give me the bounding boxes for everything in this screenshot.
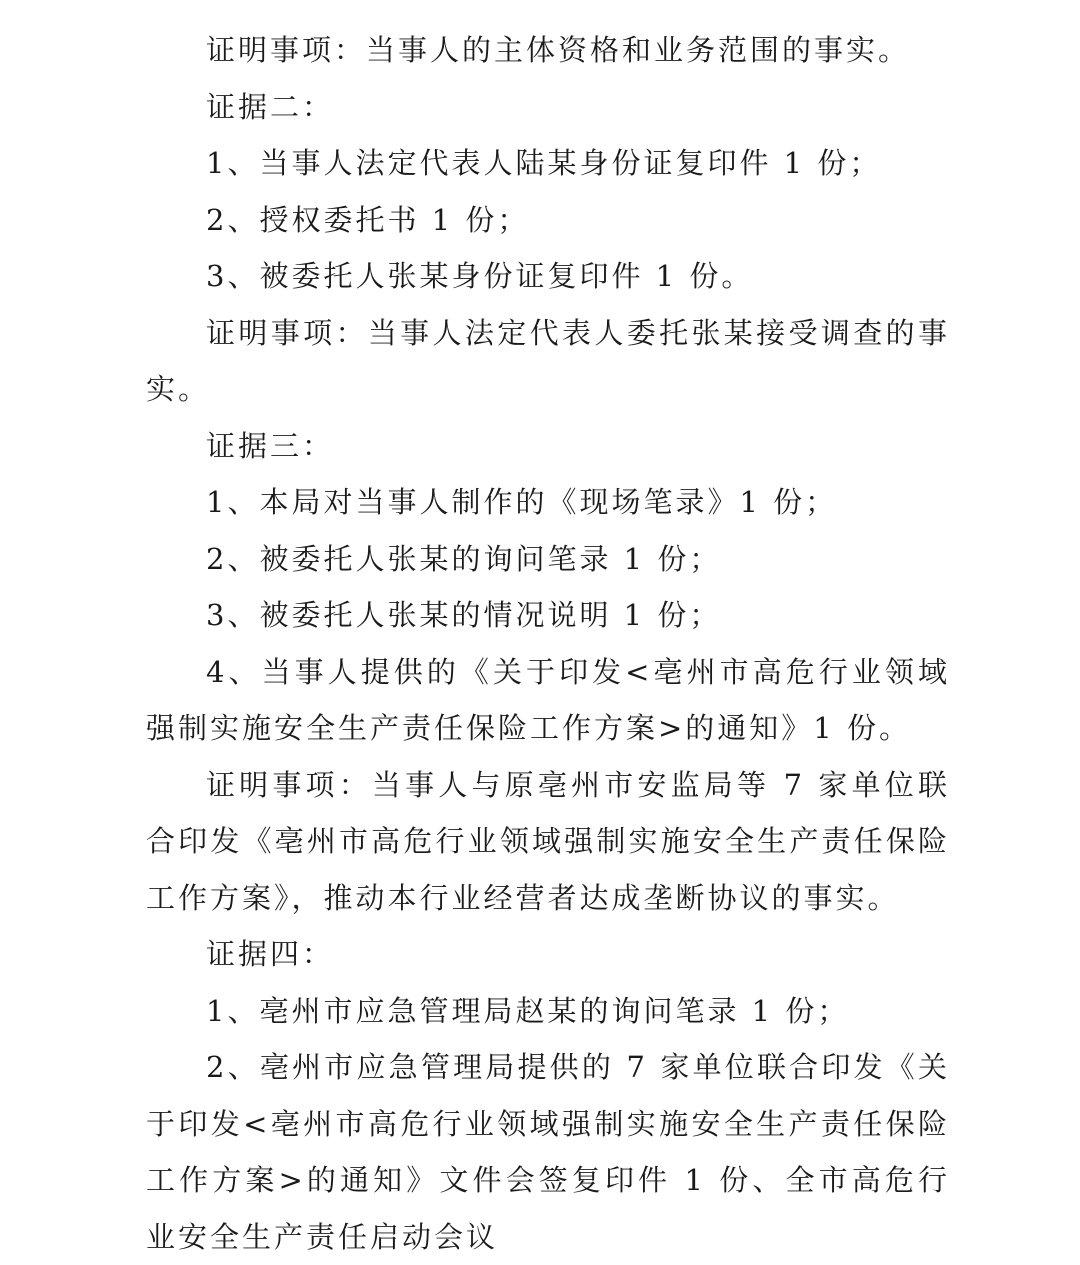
list-item: 3、被委托人张某身份证复印件 1 份。 bbox=[206, 259, 754, 293]
list-item: 4、当事人提供的《关于印发<亳州市高危行业领域强制实施安全生产责任保险工作方案>的通知》1 份。 bbox=[146, 654, 950, 745]
list-item: 1、本局对当事人制作的《现场笔录》1 份； bbox=[206, 485, 838, 519]
list-item: 2、授权委托书 1 份； bbox=[206, 202, 530, 237]
list-item: 1、当事人法定代表人陆某身份证复印件 1 份； bbox=[206, 146, 882, 180]
heading-evidence-2: 证据二： bbox=[206, 89, 335, 124]
paragraph-evidence-3-purpose: 证明事项：当事人与原亳州市安监局等 7 家单位联合印发《亳州市高危行业领域强制实施安全生产责任保险工作方案》，推动本行业经营者达成垄断协议的事实。 bbox=[146, 767, 950, 915]
heading-evidence-3: 证据三： bbox=[206, 428, 335, 463]
paragraph-evidence-2-purpose: 证明事项：当事人法定代表人委托张某接受调查的事实。 bbox=[146, 315, 950, 406]
document-body bbox=[146, 22, 950, 1265]
paragraph-evidence-1-purpose: 证明事项：当事人的主体资格和业务范围的事实。 bbox=[206, 33, 911, 67]
list-item: 3、被委托人张某的情况说明 1 份； bbox=[206, 598, 722, 632]
heading-evidence-4: 证据四： bbox=[206, 937, 335, 971]
list-item: 2、被委托人张某的询问笔录 1 份； bbox=[206, 541, 722, 576]
list-item: 1、亳州市应急管理局赵某的询问笔录 1 份； bbox=[206, 993, 850, 1028]
list-item: 2、亳州市应急管理局提供的 7 家单位联合印发《关于印发<亳州市高危行业领域强制实施安全生产责任保险工作方案>的通知》文件会签复印件 1 份、全市高危行业安全生产责任启动会议 bbox=[146, 1050, 950, 1254]
